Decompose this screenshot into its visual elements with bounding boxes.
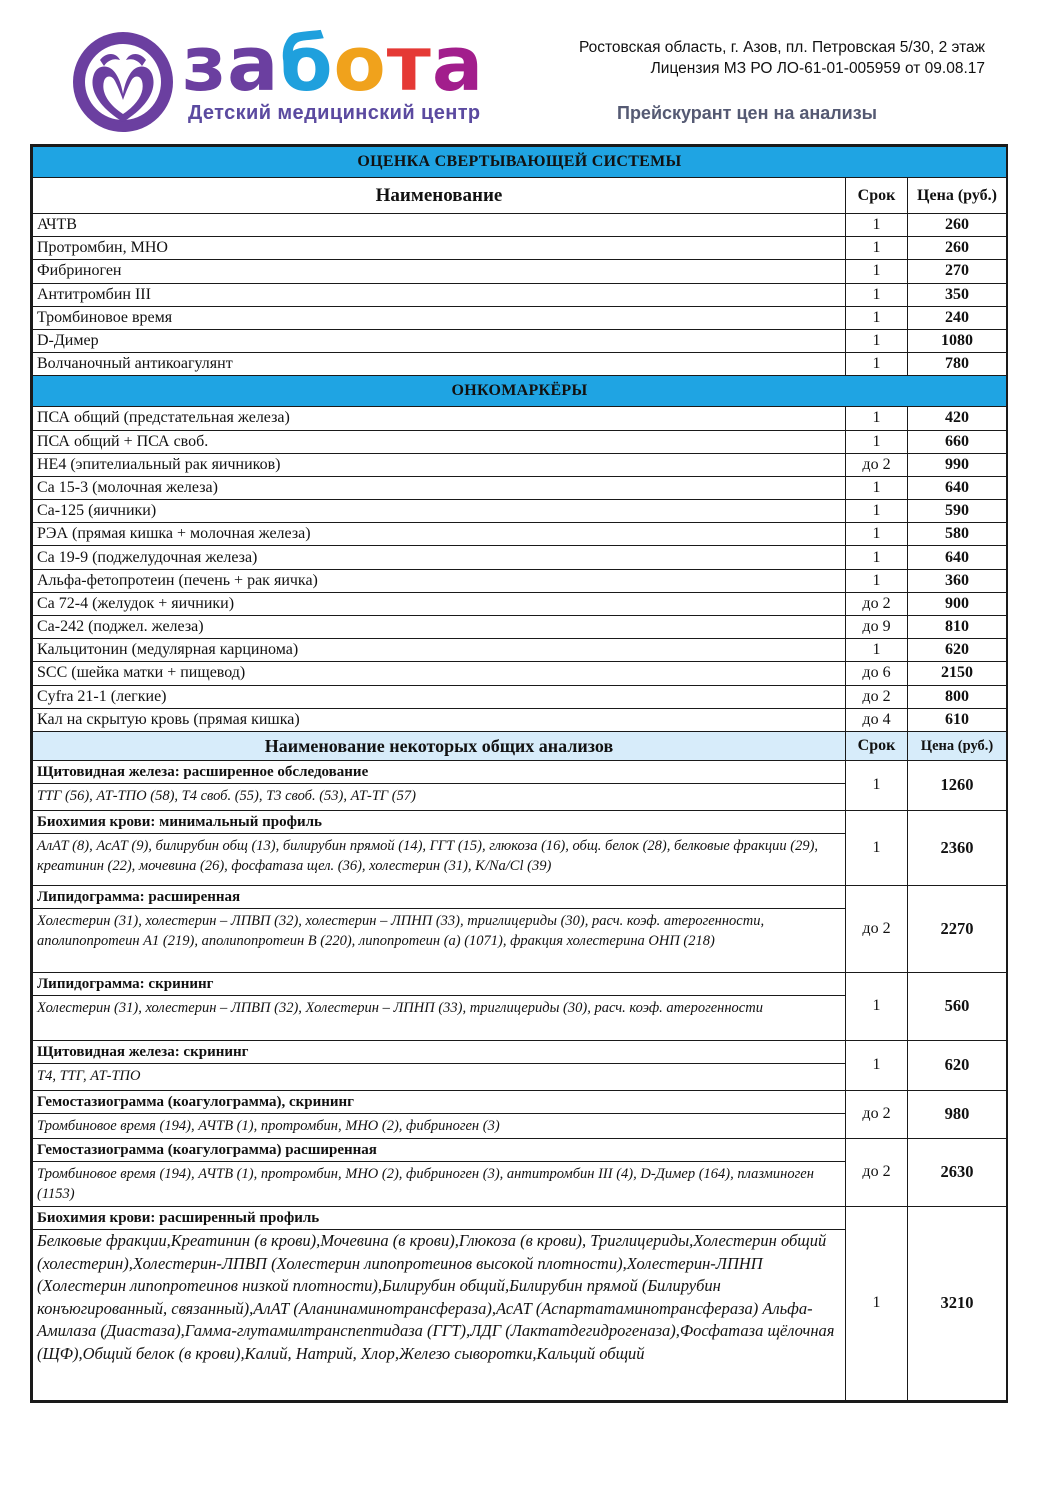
brand-letter: о <box>333 19 387 108</box>
price-table-body <box>33 147 1007 1401</box>
panel-term: 1 <box>846 972 908 1040</box>
test-name: SCC (шейка матки + пищевод) <box>33 662 846 685</box>
test-term: до 2 <box>846 592 908 615</box>
test-name: Тромбиновое время <box>33 306 846 329</box>
test-term: 1 <box>846 260 908 283</box>
panel-term: 1 <box>846 1040 908 1090</box>
section-header <box>33 147 1007 178</box>
table-row <box>33 260 1007 283</box>
test-term: 1 <box>846 523 908 546</box>
panel-term: до 2 <box>846 1090 908 1138</box>
test-term: до 9 <box>846 616 908 639</box>
table-row <box>33 500 1007 523</box>
column-header-term: Срок <box>846 178 908 214</box>
table-row <box>33 214 1007 237</box>
table-row <box>33 708 1007 731</box>
address-line: Ростовская область, г. Азов, пл. Петровская 5/30, 2 этаж <box>578 39 985 56</box>
table-row <box>33 237 1007 260</box>
panel-price: 560 <box>908 972 1007 1040</box>
test-term: 1 <box>846 476 908 499</box>
column-header-name: Наименование некоторых общих анализов <box>33 731 846 760</box>
test-term: до 2 <box>846 453 908 476</box>
test-term: до 2 <box>846 685 908 708</box>
panel-description: ТТГ (56), АТ-ТПО (58), Т4 своб. (55), Т3 своб. (53), АТ-ТГ (57) <box>33 783 846 810</box>
test-name: Са-242 (поджел. железа) <box>33 616 846 639</box>
test-name: Са 19-9 (поджелудочная железа) <box>33 546 846 569</box>
panel-price: 2630 <box>908 1138 1007 1206</box>
test-name: НЕ4 (эпителиальный рак яичников) <box>33 453 846 476</box>
panel-title: Гемостазиограмма (коагулограмма) расширенная <box>33 1138 846 1161</box>
test-price: 350 <box>908 283 1007 306</box>
panel-term: 1 <box>846 760 908 810</box>
test-price: 610 <box>908 708 1007 731</box>
test-name: Альфа-фетопротеин (печень + рак яичка) <box>33 569 846 592</box>
test-name: Антитромбин III <box>33 283 846 306</box>
hands-dove-logo-icon <box>70 30 182 135</box>
test-price: 640 <box>908 546 1007 569</box>
clinic-address <box>579 37 985 79</box>
panel-description: Т4, ТТГ, АТ-ТПО <box>33 1063 846 1090</box>
panel-description: Холестерин (31), холестерин – ЛПВП (32), Холестерин – ЛПНП (33), триглицериды (30), расч. коэф. атерогенности <box>33 995 846 1040</box>
panel-term: до 2 <box>846 1138 908 1206</box>
table-row <box>33 523 1007 546</box>
test-name: Волчаночный антикоагулянт <box>33 353 846 376</box>
column-header-price: Цена (руб.) <box>908 731 1007 760</box>
test-price: 240 <box>908 306 1007 329</box>
table-row <box>33 329 1007 352</box>
test-term: 1 <box>846 283 908 306</box>
test-price: 780 <box>908 353 1007 376</box>
test-term: до 6 <box>846 662 908 685</box>
test-term: 1 <box>846 306 908 329</box>
price-list-title: Прейскурант цен на анализы <box>617 103 878 123</box>
section-title: ОЦЕНКА СВЕРТЫВАЮЩЕЙ СИСТЕМЫ <box>33 147 1007 178</box>
test-name: Cyfra 21-1 (легкие) <box>33 685 846 708</box>
panel-price: 2360 <box>908 810 1007 885</box>
test-name: ПСА общий (предстательная железа) <box>33 407 846 430</box>
test-term: до 4 <box>846 708 908 731</box>
test-term: 1 <box>846 569 908 592</box>
panel-title-row <box>33 810 1007 833</box>
test-name: ПСА общий + ПСА своб. <box>33 430 846 453</box>
table-row <box>33 662 1007 685</box>
panel-price: 980 <box>908 1090 1007 1138</box>
column-header-term: Срок <box>846 731 908 760</box>
test-price: 900 <box>908 592 1007 615</box>
panel-title: Биохимия крови: минимальный профиль <box>33 810 846 833</box>
test-name: Фибриноген <box>33 260 846 283</box>
table-row <box>33 639 1007 662</box>
test-name: Протромбин, МНО <box>33 237 846 260</box>
table-row <box>33 407 1007 430</box>
panel-title-row <box>33 1040 1007 1063</box>
table-row <box>33 283 1007 306</box>
panel-title: Щитовидная железа: скрининг <box>33 1040 846 1063</box>
panel-price: 1260 <box>908 760 1007 810</box>
brand-letter: з <box>182 19 228 108</box>
column-header-row <box>33 731 1007 760</box>
panel-price: 620 <box>908 1040 1007 1090</box>
panel-title: Гемостазиограмма (коагулограмма), скрининг <box>33 1090 846 1113</box>
table-row <box>33 685 1007 708</box>
panel-title: Липидограмма: скрининг <box>33 972 846 995</box>
panel-description: Холестерин (31), холестерин – ЛПВП (32), холестерин – ЛПНП (33), триглицериды (30), расч. коэф. атерогенности, аполипопротеин А1 (219), аполипопротеин В (220), липопротеин (а) (1071), фракция холестерина ОНП (218) <box>33 908 846 972</box>
test-name: Са-125 (яичники) <box>33 500 846 523</box>
table-row <box>33 453 1007 476</box>
test-name: АЧТВ <box>33 214 846 237</box>
test-term: 1 <box>846 407 908 430</box>
column-header-price: Цена (руб.) <box>908 178 1007 214</box>
test-term: 1 <box>846 214 908 237</box>
brand-letter: б <box>279 19 334 108</box>
table-row <box>33 569 1007 592</box>
column-header-name: Наименование <box>33 178 846 214</box>
test-price: 590 <box>908 500 1007 523</box>
panel-term: 1 <box>846 810 908 885</box>
test-price: 640 <box>908 476 1007 499</box>
table-row <box>33 546 1007 569</box>
panel-description: АлАТ (8), АсАТ (9), билирубин общ (13), билирубин прямой (14), ГГТ (15), глюкоза (16), общ. белок (28), белковые фракции (29), креатинин (22), мочевина (26), фосфатаза щел. (36), холестерин (31), K/Na/Cl (39) <box>33 833 846 885</box>
test-term: 1 <box>846 353 908 376</box>
panel-description: Белковые фракции,Креатинин (в крови),Мочевина (в крови),Глюкоза (в крови), Триглицериды,Холестерин общий (холестерин),Холестерин-ЛПВП (Холестерин липопротеинов высокой плотности),Холестерин-ЛПНП (Холестерин липопротеинов низкой плотности),Билирубин общий,Билирубин прямой (Билирубин конъюгированный, связанный),АлАТ (Аланинаминотрансфераза),АсАТ (Аспартатаминотрансфераза) Альфа-Амилаза (Диастаза),Гамма-глутамилтранспептидаза (ГГТ),ЛДГ (Лактатдегидрогеназа),Фосфатаза щёлочная (ЩФ),Общий белок (в крови),Калий, Натрий, Хлор,Железо сыворотки,Кальций общий <box>33 1229 846 1400</box>
brand-letter: а <box>431 19 485 108</box>
panel-price: 3210 <box>908 1206 1007 1400</box>
test-name: РЭА (прямая кишка + молочная железа) <box>33 523 846 546</box>
test-price: 580 <box>908 523 1007 546</box>
test-price: 1080 <box>908 329 1007 352</box>
logo <box>70 19 520 135</box>
column-header-row <box>33 178 1007 214</box>
test-price: 260 <box>908 214 1007 237</box>
price-table <box>30 144 1008 1403</box>
panel-title-row <box>33 1206 1007 1229</box>
test-price: 620 <box>908 639 1007 662</box>
test-term: 1 <box>846 237 908 260</box>
test-term: 1 <box>846 500 908 523</box>
table-row <box>33 353 1007 376</box>
table-row <box>33 592 1007 615</box>
test-price: 660 <box>908 430 1007 453</box>
panel-title: Липидограмма: расширенная <box>33 885 846 908</box>
test-term: 1 <box>846 546 908 569</box>
table-row <box>33 430 1007 453</box>
test-price: 810 <box>908 616 1007 639</box>
panel-title-row <box>33 1138 1007 1161</box>
panel-description: Тромбиновое время (194), АЧТВ (1), протромбин, МНО (2), фибриноген (3) <box>33 1113 846 1138</box>
section-title: ОНКОМАРКЁРЫ <box>33 376 1007 407</box>
table-row <box>33 476 1007 499</box>
panel-term: 1 <box>846 1206 908 1400</box>
test-name: Са 72-4 (желудок + яичники) <box>33 592 846 615</box>
test-price: 800 <box>908 685 1007 708</box>
license-line: Лицензия МЗ РО ЛО-61-01-005959 от 09.08.17 <box>650 60 985 77</box>
panel-term: до 2 <box>846 885 908 972</box>
panel-title-row <box>33 972 1007 995</box>
test-price: 260 <box>908 237 1007 260</box>
brand-subtitle: Детский медицинский центр <box>188 102 481 124</box>
table-row <box>33 616 1007 639</box>
test-term: 1 <box>846 639 908 662</box>
panel-price: 2270 <box>908 885 1007 972</box>
brand-letter: т <box>386 19 432 108</box>
test-name: D-Димер <box>33 329 846 352</box>
panel-title-row <box>33 760 1007 783</box>
test-price: 270 <box>908 260 1007 283</box>
test-term: 1 <box>846 329 908 352</box>
test-price: 990 <box>908 453 1007 476</box>
section-header <box>33 376 1007 407</box>
table-row <box>33 306 1007 329</box>
test-price: 360 <box>908 569 1007 592</box>
test-name: Кал на скрытую кровь (прямая кишка) <box>33 708 846 731</box>
panel-title: Щитовидная железа: расширенное обследование <box>33 760 846 783</box>
panel-title-row <box>33 1090 1007 1113</box>
test-price: 420 <box>908 407 1007 430</box>
test-name: Кальцитонин (медулярная карцинома) <box>33 639 846 662</box>
test-price: 2150 <box>908 662 1007 685</box>
brand-wordmark <box>182 19 485 108</box>
panel-title: Биохимия крови: расширенный профиль <box>33 1206 846 1229</box>
panel-title-row <box>33 885 1007 908</box>
brand-letter: а <box>227 19 280 108</box>
panel-description: Тромбиновое время (194), АЧТВ (1), протромбин, МНО (2), фибриноген (3), антитромбин III (4), D-Димер (164), плазминоген (1153) <box>33 1161 846 1206</box>
test-term: 1 <box>846 430 908 453</box>
test-name: Са 15-3 (молочная железа) <box>33 476 846 499</box>
